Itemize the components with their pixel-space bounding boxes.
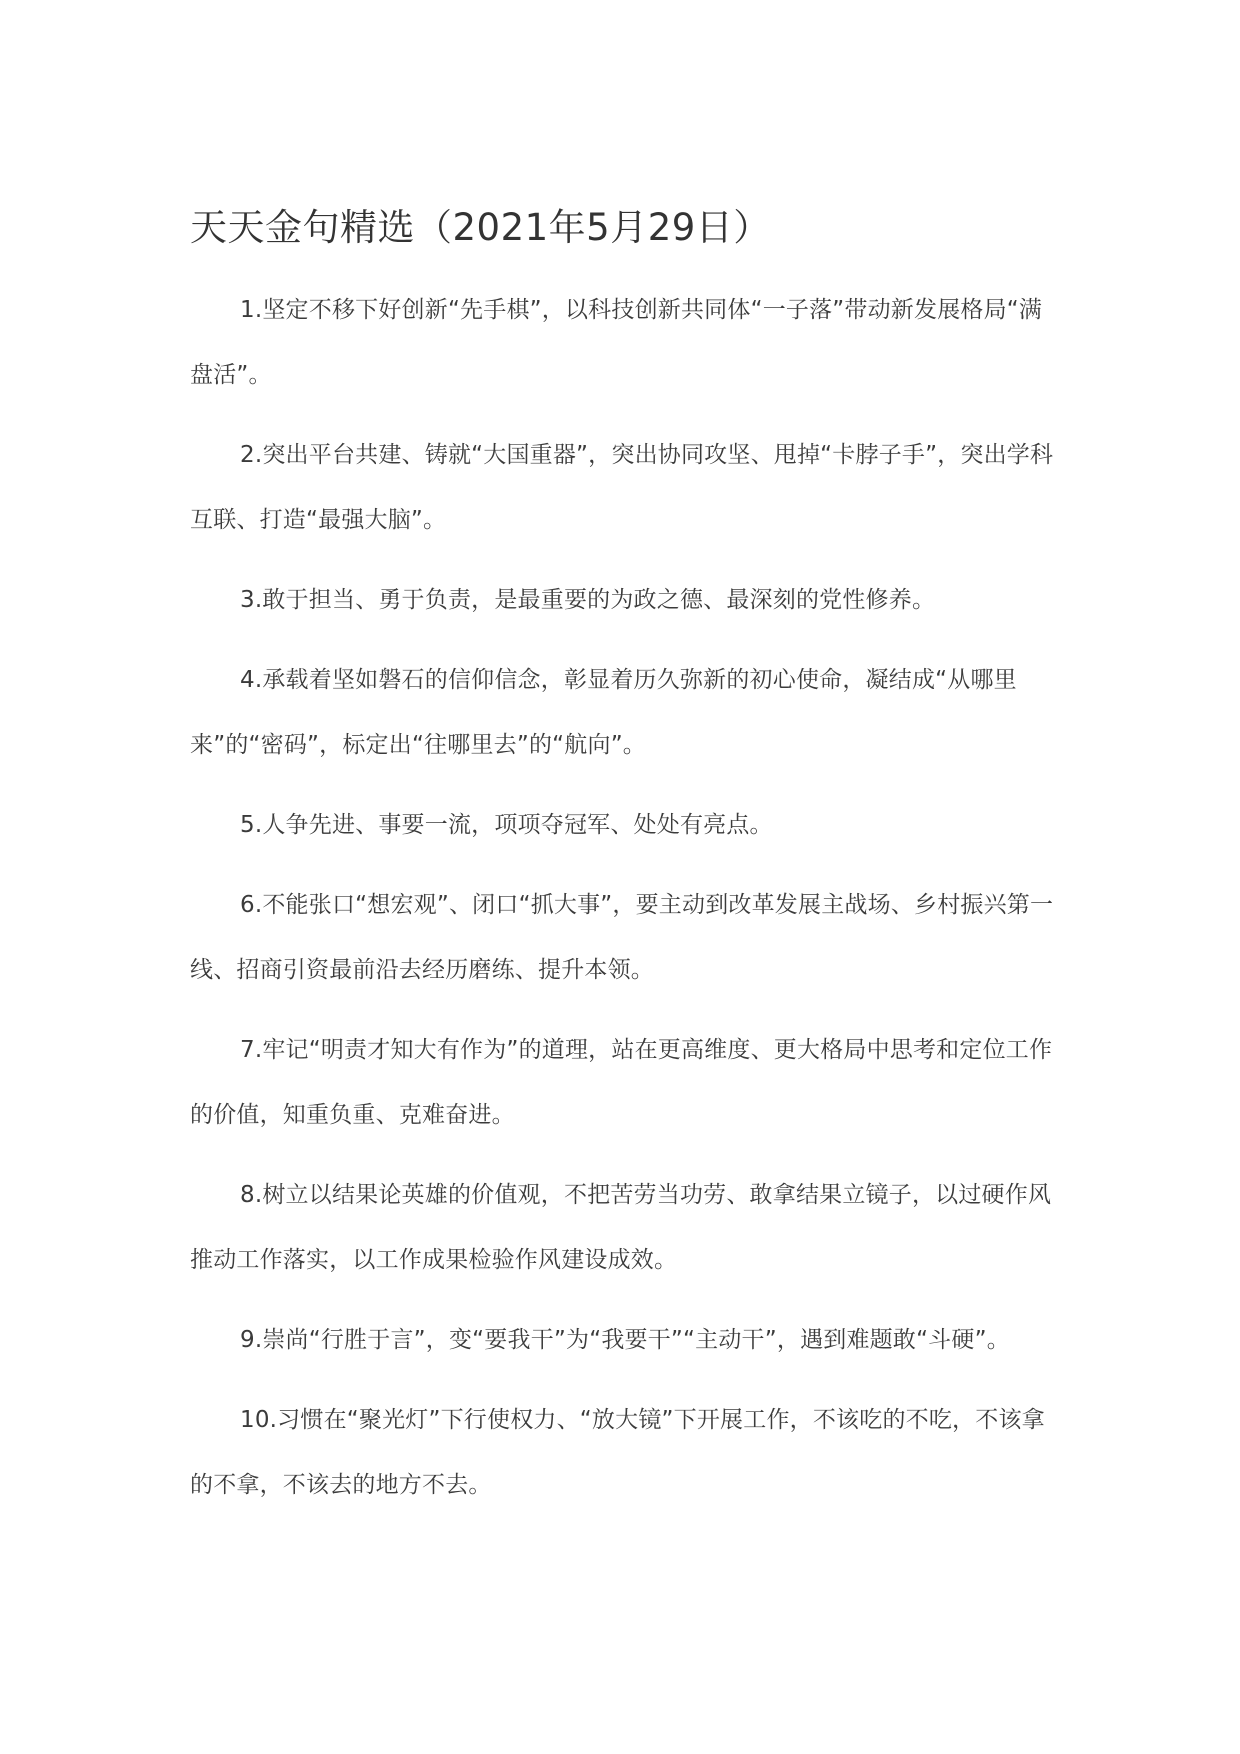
quote-item-8: 8.树立以结果论英雄的价值观，不把苦劳当功劳、敢拿结果立镜子，以过硬作风推动工作落实，以工作成果检验作风建设成效。 — [190, 1182, 1052, 1273]
document-title: 天天金句精选（2021年5月29日） — [190, 206, 771, 249]
quote-item-10: 10.习惯在“聚光灯”下行使权力、“放大镜”下开展工作，不该吃的不吃，不该拿的不拿，不该去的地方不去。 — [190, 1407, 1045, 1498]
quote-item-1: 1.坚定不移下好创新“先手棋”，以科技创新共同体“一子落”带动新发展格局“满盘活”。 — [190, 297, 1043, 388]
quote-item-2: 2.突出平台共建、铸就“大国重器”，突出协同攻坚、甩掉“卡脖子手”，突出学科互联、打造“最强大脑”。 — [190, 442, 1054, 533]
document-page — [190, 200, 1060, 1533]
quote-item-3: 3.敢于担当、勇于负责，是最重要的为政之德、最深刻的党性修养。 — [240, 587, 936, 613]
quote-item-7: 7.牢记“明责才知大有作为”的道理，站在更高维度、更大格局中思考和定位工作的价值，知重负重、克难奋进。 — [190, 1037, 1053, 1128]
quote-item-5: 5.人争先进、事要一流，项项夺冠军、处处有亮点。 — [240, 812, 773, 838]
quote-item-4: 4.承载着坚如磐石的信仰信念，彰显着历久弥新的初心使命，凝结成“从哪里来”的“密码”，标定出“往哪里去”的“航向”。 — [190, 667, 1017, 758]
quote-item-6: 6.不能张口“想宏观”、闭口“抓大事”，要主动到改革发展主战场、乡村振兴第一线、招商引资最前沿去经历磨练、提升本领。 — [190, 892, 1054, 983]
quote-list — [190, 278, 1060, 1518]
quote-item-9: 9.崇尚“行胜于言”，变“要我干”为“我要干”“主动干”，遇到难题敢“斗硬”。 — [240, 1327, 1010, 1353]
